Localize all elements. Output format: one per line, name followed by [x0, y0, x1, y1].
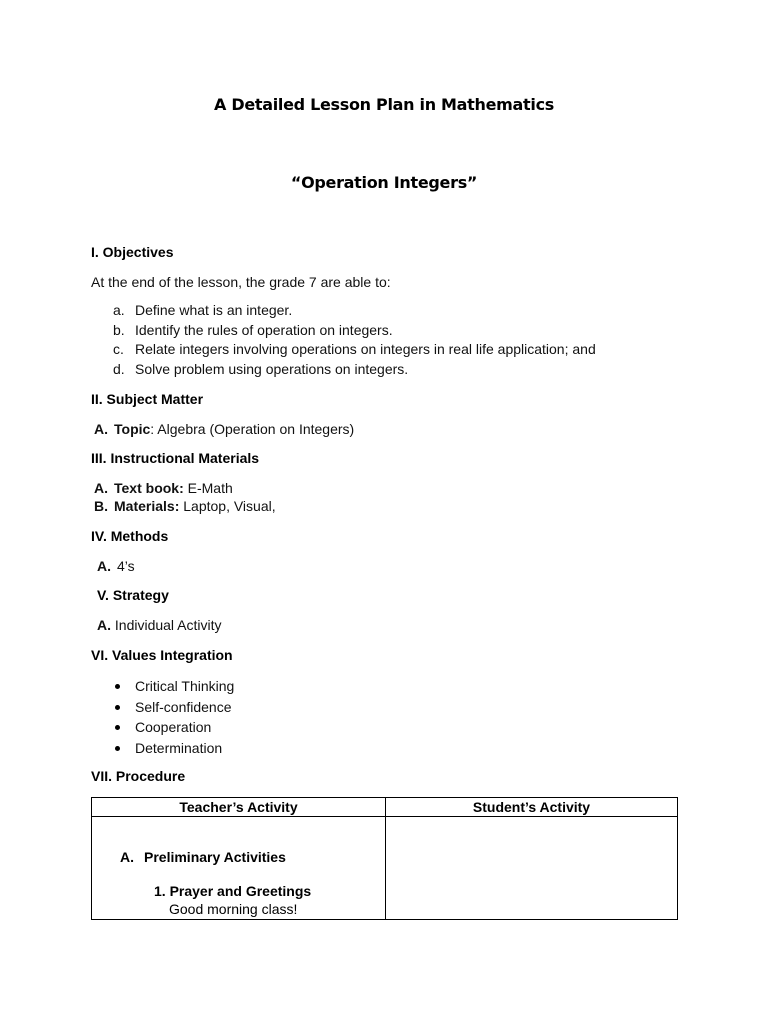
preliminary-label: Preliminary Activities: [144, 849, 286, 865]
materials-materials: [94, 498, 276, 514]
materials-label: Materials:: [114, 498, 180, 514]
document-subtitle: “Operation Integers”: [290, 173, 478, 192]
student-activity-header: Student’s Activity: [386, 798, 678, 817]
list-item-text: Identify the rules of operation on integers.: [135, 321, 393, 338]
item-letter: A.: [120, 849, 134, 865]
topic-value: : Algebra (Operation on Integers): [150, 421, 355, 437]
bullet-icon: [115, 746, 120, 751]
list-item: [91, 738, 234, 759]
subject-matter-topic: [94, 421, 354, 437]
list-marker: a.: [113, 302, 125, 318]
list-marker: b.: [113, 321, 125, 338]
materials-textbook: [94, 480, 233, 496]
list-item: [91, 340, 596, 360]
list-marker: d.: [113, 360, 125, 377]
strategy-item: [97, 617, 222, 633]
teacher-activity-cell: [92, 817, 386, 920]
item-letter: B.: [94, 498, 108, 514]
student-activity-cell: [386, 817, 678, 920]
document-title: A Detailed Lesson Plan in Mathematics: [214, 95, 554, 114]
methods-heading: IV. Methods: [91, 528, 169, 544]
list-item: [91, 321, 596, 341]
list-item: [91, 697, 234, 718]
textbook-value: E-Math: [183, 480, 233, 496]
procedure-table: [91, 797, 678, 920]
item-letter: A.: [94, 480, 108, 496]
values-list: [91, 676, 234, 758]
teacher-activity-header: Teacher’s Activity: [92, 798, 386, 817]
greeting-text: Good morning class!: [169, 901, 298, 917]
strategy-heading: V. Strategy: [97, 587, 169, 603]
bullet-icon: [115, 684, 120, 689]
strategy-value: Individual Activity: [111, 617, 222, 633]
list-item-text: Relate integers involving operations on integers in real life application; and: [135, 341, 596, 357]
list-item-text: Define what is an integer.: [135, 302, 293, 318]
list-item-text: Critical Thinking: [135, 678, 235, 694]
table-header-row: [92, 798, 678, 817]
preliminary-activities: [120, 849, 286, 865]
methods-value: 4’s: [117, 558, 135, 574]
materials-value: Laptop, Visual,: [179, 498, 276, 514]
subject-matter-heading: II. Subject Matter: [91, 391, 204, 407]
list-item: [91, 717, 234, 738]
item-letter: A.: [97, 617, 111, 633]
objectives-list: [91, 301, 596, 379]
item-letter: A.: [97, 558, 111, 574]
materials-heading: III. Instructional Materials: [91, 450, 260, 466]
list-item-text: Determination: [135, 739, 223, 756]
list-item: [91, 301, 596, 321]
table-row: [92, 817, 678, 920]
objectives-heading: I. Objectives: [91, 244, 174, 260]
objectives-intro: At the end of the lesson, the grade 7 are able to:: [91, 274, 391, 290]
values-heading: VI. Values Integration: [91, 647, 233, 663]
list-item-text: Solve problem using operations on integers.: [135, 360, 409, 377]
list-item-text: Self-confidence: [135, 698, 232, 715]
item-letter: A.: [94, 421, 108, 437]
procedure-heading: VII. Procedure: [91, 768, 186, 784]
textbook-label: Text book:: [114, 480, 184, 496]
prayer-greetings-label: 1. Prayer and Greetings: [154, 883, 312, 899]
methods-item: [97, 558, 135, 574]
bullet-icon: [115, 725, 120, 730]
bullet-icon: [115, 705, 120, 710]
topic-label: Topic: [114, 421, 151, 437]
list-marker: c.: [113, 341, 124, 357]
list-item: [91, 360, 596, 380]
list-item-text: Cooperation: [135, 719, 212, 735]
list-item: [91, 676, 234, 697]
